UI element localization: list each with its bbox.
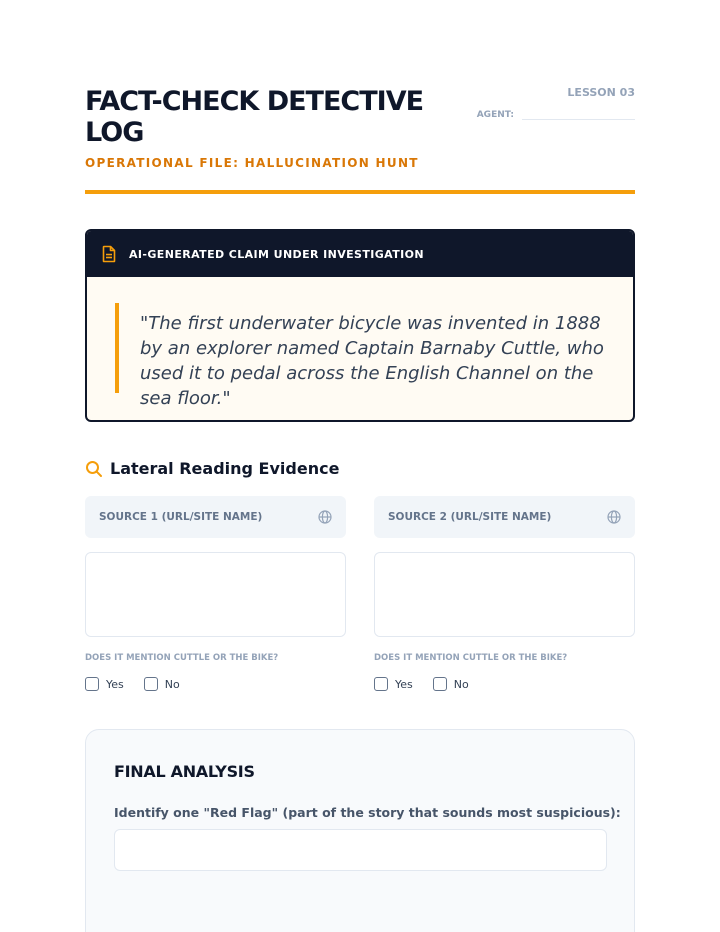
source-2-label: SOURCE 2 (URL/SITE NAME)	[388, 511, 552, 523]
red-flag-input[interactable]	[114, 829, 607, 871]
final-analysis-title: FINAL ANALYSIS	[114, 762, 255, 781]
agent-label: AGENT:	[476, 110, 514, 120]
globe-icon	[318, 510, 332, 524]
source-2-question: DOES IT MENTION CUTTLE OR THE BIKE?	[374, 653, 568, 663]
evidence-section-title	[85, 459, 339, 478]
source-1-yes-option[interactable]	[85, 677, 124, 691]
final-analysis-card	[85, 729, 635, 932]
source-1-no-checkbox[interactable]	[144, 677, 158, 691]
source-1-column	[85, 496, 346, 691]
source-2-no-option[interactable]	[433, 677, 469, 691]
search-icon	[85, 460, 103, 478]
source-2-yes-checkbox[interactable]	[374, 677, 388, 691]
agent-input-line[interactable]	[522, 108, 635, 120]
source-2-yes-label: Yes	[395, 677, 413, 691]
claim-header	[87, 231, 633, 277]
source-2-no-checkbox[interactable]	[433, 677, 447, 691]
header-divider	[85, 190, 635, 194]
source-1-yes-label: Yes	[106, 677, 124, 691]
source-1-question: DOES IT MENTION CUTTLE OR THE BIKE?	[85, 653, 279, 663]
document-icon	[101, 245, 117, 263]
source-2-no-label: No	[453, 677, 469, 691]
source-1-yes-checkbox[interactable]	[85, 677, 99, 691]
page-title: FACT-CHECK DETECTIVE LOG	[85, 86, 424, 148]
source-2-header	[374, 496, 635, 538]
source-1-label: SOURCE 1 (URL/SITE NAME)	[99, 511, 263, 523]
source-1-no-option[interactable]	[144, 677, 180, 691]
source-2-options	[374, 677, 635, 691]
source-1-input[interactable]	[85, 552, 346, 637]
red-flag-question: Identify one "Red Flag" (part of the story that sounds most suspicious):	[114, 805, 621, 820]
source-2-input[interactable]	[374, 552, 635, 637]
source-2-yes-option[interactable]	[374, 677, 413, 691]
source-2-column	[374, 496, 635, 691]
page-subtitle: OPERATIONAL FILE: HALLUCINATION HUNT	[85, 156, 419, 170]
source-1-header	[85, 496, 346, 538]
globe-icon	[607, 510, 621, 524]
claim-card	[85, 229, 635, 422]
source-1-options	[85, 677, 346, 691]
claim-quote: "The first underwater bicycle was invented in 1888 by an explorer named Captain Barnaby Cuttle, who used it to pedal across the English Channel on the sea floor."	[140, 313, 604, 409]
source-1-no-label: No	[164, 677, 180, 691]
page-header	[85, 86, 635, 170]
claim-heading: AI-GENERATED CLAIM UNDER INVESTIGATION	[129, 247, 424, 261]
lesson-number: LESSON 03	[567, 86, 635, 99]
quote-bar	[115, 303, 119, 393]
agent-field[interactable]	[477, 108, 635, 120]
evidence-title: Lateral Reading Evidence	[110, 459, 340, 478]
